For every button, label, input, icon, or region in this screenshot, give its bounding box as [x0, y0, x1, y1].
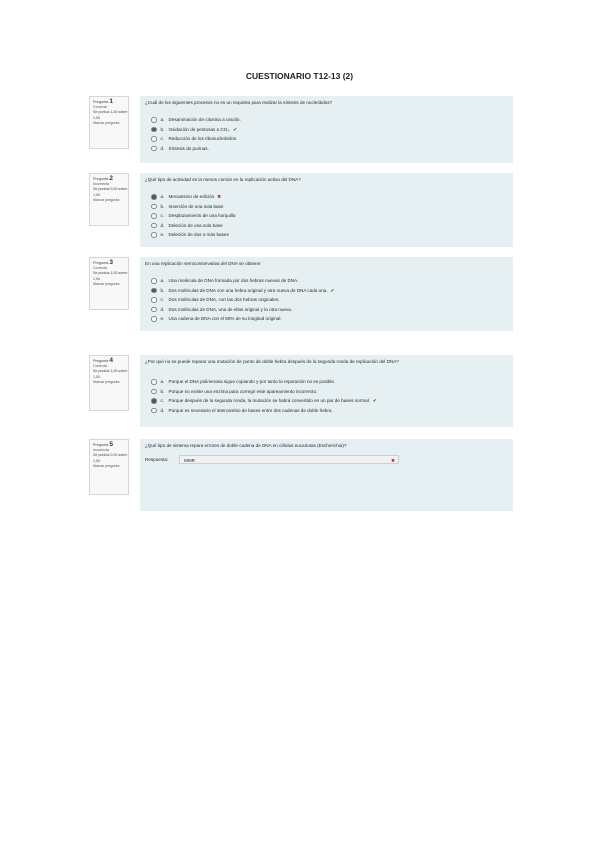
response-row	[145, 455, 508, 464]
question-state: Correcta	[93, 266, 107, 271]
answer-text: Una molécula de DNA formada por dos hebras nuevas de DNA.	[168, 278, 299, 283]
answer-text: Mecanismo de edición	[168, 194, 215, 199]
question-number: 2	[109, 175, 114, 182]
radio-button[interactable]	[151, 389, 157, 395]
answer-text: Porque después de la segunda ronda, la mutación se habrá convertido en un par de bases normal.	[168, 398, 370, 403]
answer-option[interactable]	[151, 305, 508, 315]
radio-button[interactable]	[151, 307, 157, 313]
question-5	[89, 439, 513, 511]
question-text: ¿Qué tipo de actividad es la menos común en la replicación activa del DNA?	[145, 177, 301, 182]
question-info	[89, 355, 129, 411]
question-state: Incorrecta	[93, 448, 109, 453]
answer-text: Porque es necesario el intercambio de bases entre dos cadenas de doble hebra.	[168, 407, 333, 413]
answer-text: Deleción de dos o más bases	[168, 232, 229, 237]
answer-letter: a.	[160, 278, 165, 283]
correct-icon: ✔	[330, 287, 335, 293]
answer-letter: d.	[160, 306, 165, 312]
question-2	[89, 173, 513, 247]
flag-question-link[interactable]: Marcar pregunta	[93, 281, 120, 286]
answer-option[interactable]	[151, 115, 508, 125]
incorrect-icon: ✖	[391, 458, 395, 463]
question-text: ¿Cuál de los siguientes procesos no es un requisito para realizar la síntesis de nucleótidos?	[145, 100, 333, 105]
question-body	[140, 439, 513, 511]
question-3	[89, 257, 513, 331]
answer-text: Deleción de una sola base	[168, 222, 223, 228]
answer-text: Porque el DNA polimerasa sigue copiando y por tanto la reparación no es posible.	[168, 379, 336, 384]
answer-letter: d.	[160, 145, 165, 151]
answer-text: Reducción de los ribonucleótidos.	[168, 136, 238, 141]
radio-button[interactable]	[151, 288, 157, 294]
answer-letter: d.	[160, 222, 165, 228]
answer-option[interactable]	[151, 202, 508, 212]
question-number: 4	[109, 357, 114, 364]
question-info	[89, 257, 129, 310]
radio-button[interactable]	[151, 408, 157, 414]
answer-option[interactable]	[151, 221, 508, 231]
answer-list	[151, 115, 508, 153]
answer-option[interactable]	[151, 134, 508, 144]
answer-option[interactable]	[151, 192, 508, 202]
answer-list	[151, 276, 508, 324]
flag-question-link[interactable]: Marcar pregunta	[93, 379, 120, 384]
question-text: En una replicación semiconservativa del DNA se obtiene:	[145, 261, 262, 266]
answer-letter: c.	[160, 136, 165, 141]
question-score: Se puntúa 0,00 sobre 1,00	[93, 187, 128, 197]
radio-button[interactable]	[151, 297, 157, 303]
answer-letter: a.	[160, 117, 165, 122]
correct-icon: ✔	[233, 126, 238, 132]
answer-text: Desaminación de citosina a uracilo.	[168, 117, 241, 122]
question-info	[89, 173, 129, 226]
answer-option[interactable]	[151, 396, 508, 406]
answer-text: Dos moléculas de DNA, con las dos hebras originales.	[168, 297, 280, 302]
question-state: Correcta	[93, 364, 107, 369]
question-score: Se puntúa 0,00 sobre 1,00	[93, 453, 128, 463]
radio-button[interactable]	[151, 194, 157, 200]
question-state: Correcta	[93, 105, 107, 110]
answer-option[interactable]	[151, 286, 508, 296]
document-title: CUESTIONARIO T12-13 (2)	[245, 71, 354, 81]
answer-list	[151, 377, 508, 415]
response-input[interactable]	[179, 455, 399, 464]
question-body	[140, 355, 513, 427]
answer-text: Síntesis de purinas.	[168, 145, 209, 151]
correct-icon: ✔	[373, 398, 377, 403]
answer-option[interactable]	[151, 230, 508, 240]
radio-button[interactable]	[151, 398, 157, 404]
question-number: 3	[109, 259, 114, 266]
answer-text: Inserción de una sola base	[168, 203, 224, 209]
question-score: Se puntúa 1,00 sobre 1,00	[93, 110, 128, 120]
answer-option[interactable]	[151, 314, 508, 324]
question-label: Pregunta	[93, 359, 109, 363]
answer-text: Desplazamiento de una horquilla	[168, 213, 236, 218]
question-body	[140, 257, 513, 331]
question-label: Pregunta	[93, 443, 109, 447]
radio-button[interactable]	[151, 316, 157, 322]
question-4	[89, 355, 513, 427]
answer-option[interactable]	[151, 377, 508, 387]
question-number: 5	[109, 441, 114, 448]
flag-question-link[interactable]: Marcar pregunta	[93, 120, 120, 125]
response-label: Respuesta:	[145, 457, 169, 462]
answer-option[interactable]	[151, 406, 508, 416]
answer-option[interactable]	[151, 387, 508, 397]
answer-option[interactable]	[151, 276, 508, 286]
question-body	[140, 173, 513, 247]
flag-question-link[interactable]: Marcar pregunta	[93, 197, 120, 202]
radio-button[interactable]	[151, 136, 157, 142]
radio-button[interactable]	[151, 127, 157, 133]
answer-text: Dos moléculas de DNA con una hebra original y otra nueva de DNA cada una.	[168, 287, 328, 293]
answer-list	[151, 192, 508, 240]
answer-option[interactable]	[151, 295, 508, 305]
answer-letter: b.	[160, 287, 165, 293]
question-body	[140, 96, 513, 163]
radio-button[interactable]	[151, 232, 157, 238]
answer-letter: b.	[160, 388, 165, 394]
incorrect-icon: ✖	[217, 194, 222, 199]
answer-letter: e.	[160, 232, 165, 237]
question-info	[89, 439, 129, 495]
radio-button[interactable]	[151, 223, 157, 229]
answer-text: Una cadena de DNA con el 50% de su longitud original.	[168, 316, 282, 321]
answer-letter: b.	[160, 203, 165, 209]
answer-letter: e.	[160, 316, 165, 321]
answer-letter: a.	[160, 194, 165, 199]
response-value: MMR	[184, 458, 195, 463]
radio-button[interactable]	[151, 278, 157, 284]
answer-letter: d.	[160, 407, 165, 413]
answer-option[interactable]	[151, 125, 508, 135]
question-number: 1	[109, 98, 114, 105]
answer-text: Porque no existe una enzima para corregir este apareamiento incorrecto.	[168, 388, 318, 394]
question-score: Se puntúa 1,00 sobre 1,00	[93, 271, 128, 281]
answer-letter: c.	[160, 398, 165, 403]
question-info	[89, 96, 129, 149]
question-label: Pregunta	[93, 261, 109, 265]
question-1	[89, 96, 513, 163]
answer-text: Oxidación de pentosas a CO₂.	[168, 126, 231, 132]
answer-letter: c.	[160, 297, 165, 302]
question-score: Se puntúa 1,00 sobre 1,00	[93, 369, 128, 379]
answer-option[interactable]	[151, 144, 508, 154]
answer-letter: c.	[160, 213, 165, 218]
radio-button[interactable]	[151, 117, 157, 123]
answer-text: Dos moléculas de DNA, una de ellas original y la otra nueva.	[168, 306, 293, 312]
question-label: Pregunta	[93, 177, 109, 181]
question-state: Incorrecta	[93, 182, 109, 187]
question-text: ¿Qué tipo de sistema repara errores de doble cadena de DNA en células eucariotas (Escherichia)?	[145, 443, 347, 448]
question-text: ¿Por qué no se puede reparar una mutación de punto de doble hebra después de la segunda ronda de replicación del DNA?	[145, 359, 399, 364]
radio-button[interactable]	[151, 146, 157, 152]
answer-option[interactable]	[151, 211, 508, 221]
radio-button[interactable]	[151, 213, 157, 219]
radio-button[interactable]	[151, 379, 157, 385]
radio-button[interactable]	[151, 204, 157, 210]
question-label: Pregunta	[93, 100, 109, 104]
answer-letter: a.	[160, 379, 165, 384]
flag-question-link[interactable]: Marcar pregunta	[93, 463, 120, 468]
answer-letter: b.	[160, 126, 165, 132]
